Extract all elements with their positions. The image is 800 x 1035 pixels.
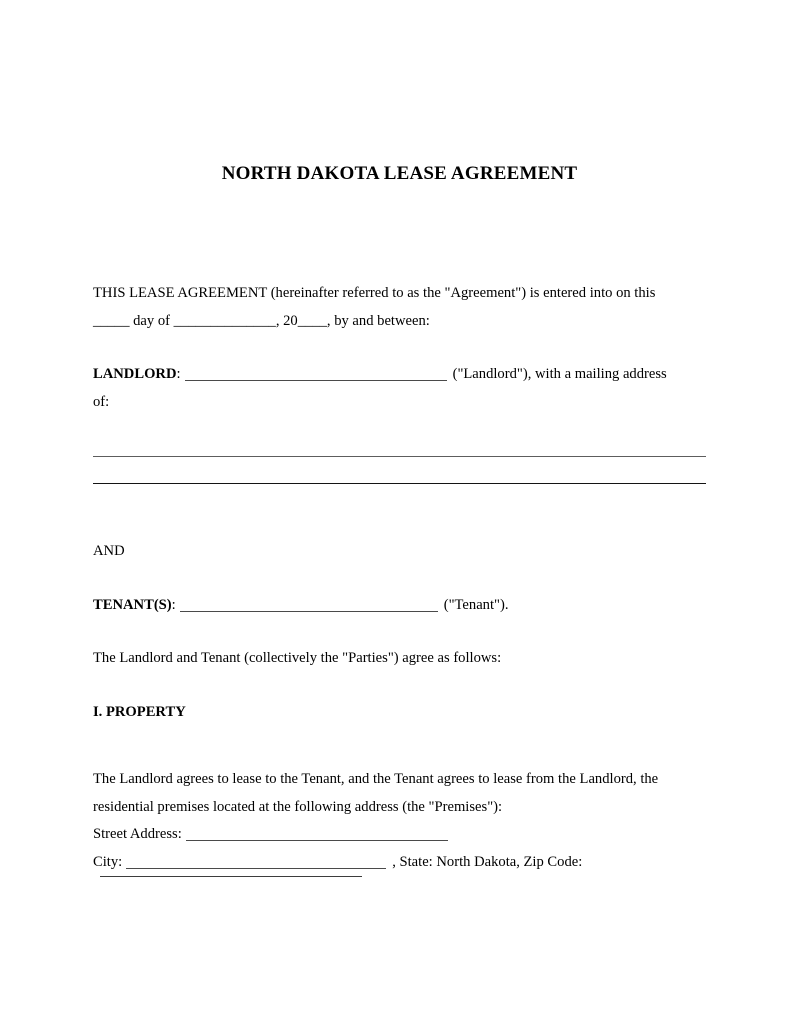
spacer-before-parties xyxy=(93,619,706,645)
city-state-zip-row xyxy=(93,849,706,877)
landlord-colon: : xyxy=(176,366,181,382)
property-body-line-1: The Landlord agrees to lease to the Tenant, and the Tenant agrees to lease from the Landlord, the xyxy=(93,771,659,787)
property-body xyxy=(93,766,706,821)
parties-agreement-line: The Landlord and Tenant (collectively the "Parties") agree as follows: xyxy=(93,650,502,666)
street-address-label: Street Address: xyxy=(93,826,182,842)
landlord-address-continuation: of: xyxy=(93,393,110,410)
landlord-label: LANDLORD xyxy=(93,366,177,382)
tenant-colon: : xyxy=(171,596,176,613)
document-content xyxy=(93,0,706,877)
landlord-name-blank[interactable] xyxy=(185,380,447,381)
landlord-block xyxy=(93,361,706,416)
tenant-block xyxy=(93,592,706,620)
spacer-before-section-body xyxy=(93,726,706,766)
conjunction-and: AND xyxy=(93,543,125,559)
spacer-between-address-rules xyxy=(93,457,706,483)
zip-code-blank[interactable] xyxy=(100,876,362,877)
spacer-before-section-heading xyxy=(93,673,706,699)
city-blank[interactable] xyxy=(126,868,386,869)
section-heading-property: I. PROPERTY xyxy=(93,703,186,720)
tenant-name-blank[interactable] xyxy=(180,611,438,612)
page-title: NORTH DAKOTA LEASE AGREEMENT xyxy=(221,163,578,184)
city-label: City: xyxy=(93,853,123,870)
street-address-row xyxy=(93,821,706,849)
spacer-before-address-rules xyxy=(93,416,706,456)
intro-line-2: _____ day of ______________, 20____, by and between: xyxy=(93,312,430,329)
state-zip-label: , State: North Dakota, Zip Code: xyxy=(392,853,583,870)
intro-paragraph xyxy=(93,280,706,335)
spacer-before-landlord xyxy=(93,335,706,361)
spacer-before-and xyxy=(93,484,706,538)
intro-line-1: THIS LEASE AGREEMENT (hereinafter referred to as the "Agreement") is entered into on this xyxy=(93,285,656,301)
spacer-after-title xyxy=(93,185,706,280)
tenant-label: TENANT(S) xyxy=(93,596,172,613)
landlord-suffix: ("Landlord"), with a mailing address xyxy=(452,366,667,382)
tenant-suffix: ("Tenant"). xyxy=(443,596,509,613)
spacer-before-tenant xyxy=(93,566,706,592)
property-body-line-2: residential premises located at the following address (the "Premises"): xyxy=(93,798,503,815)
street-address-blank[interactable] xyxy=(186,840,448,841)
